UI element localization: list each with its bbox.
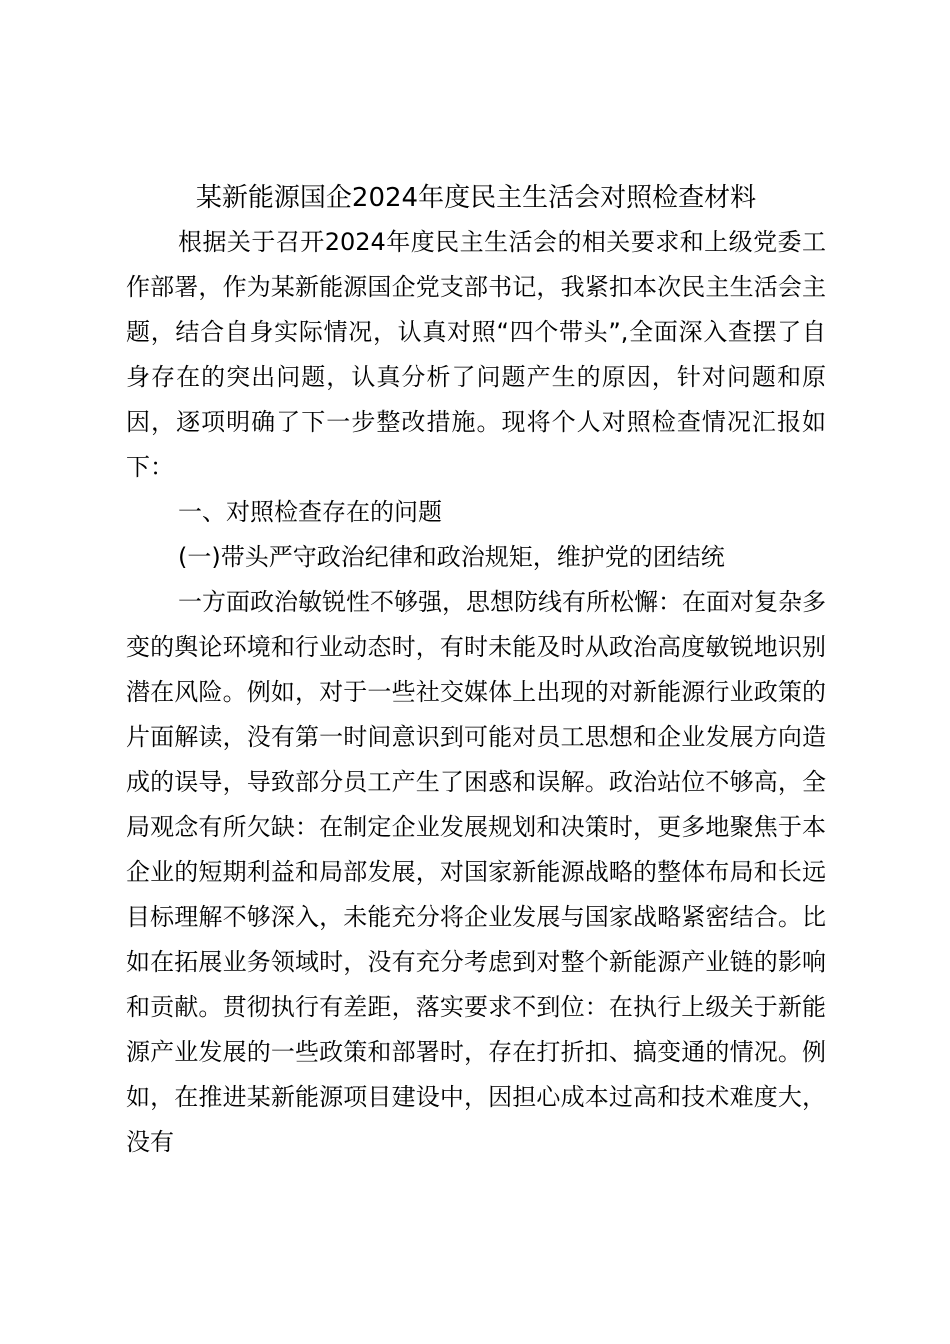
section-heading: 一、对照检查存在的问题 <box>178 498 442 526</box>
intro-paragraph: 根据关于召开2024年度民主生活会的相关要求和上级党委工作部署，作为某新能源国企党支部书记，我紧扣本次民主生活会主题，结合自身实际情况，认真对照“四个带头”,全面深入查摆了自身存在的突出问题，认真分析了问题产生的原因，针对问题和原因，逐项明确了下一步整改措施。现将个人对照检查情况汇报如下： <box>126 228 826 481</box>
document-title: 某新能源国企2024年度民主生活会对照检查材料 <box>195 183 757 213</box>
body-paragraph: 一方面政治敏锐性不够强，思想防线有所松懈：在面对复杂多变的舆论环境和行业动态时，有时未能及时从政治高度敏锐地识别潜在风险。例如，对于一些社交媒体上出现的对新能源行业政策的片面解读，没有第一时间意识到可能对员工思想和企业发展方向造成的误导，导致部分员工产生了困惑和误解。政治站位不够高，全局观念有所欠缺：在制定企业发展规划和决策时，更多地聚焦于本企业的短期利益和局部发展，对国家新能源战略的整体布局和长远目标理解不够深入，未能充分将企业发展与国家战略紧密结合。比如在拓展业务领域时，没有充分考虑到对整个新能源产业链的影响和贡献。贯彻执行有差距，落实要求不到位：在执行上级关于新能源产业发展的一些政策和部署时，存在打折扣、搞变通的情况。例如，在推进某新能源项目建设中，因担心成本过高和技术难度大，没有 <box>126 588 826 1156</box>
subsection-heading: (一)带头严守政治纪律和政治规矩，维护党的团结统 <box>178 543 725 571</box>
document-body <box>126 176 826 1165</box>
